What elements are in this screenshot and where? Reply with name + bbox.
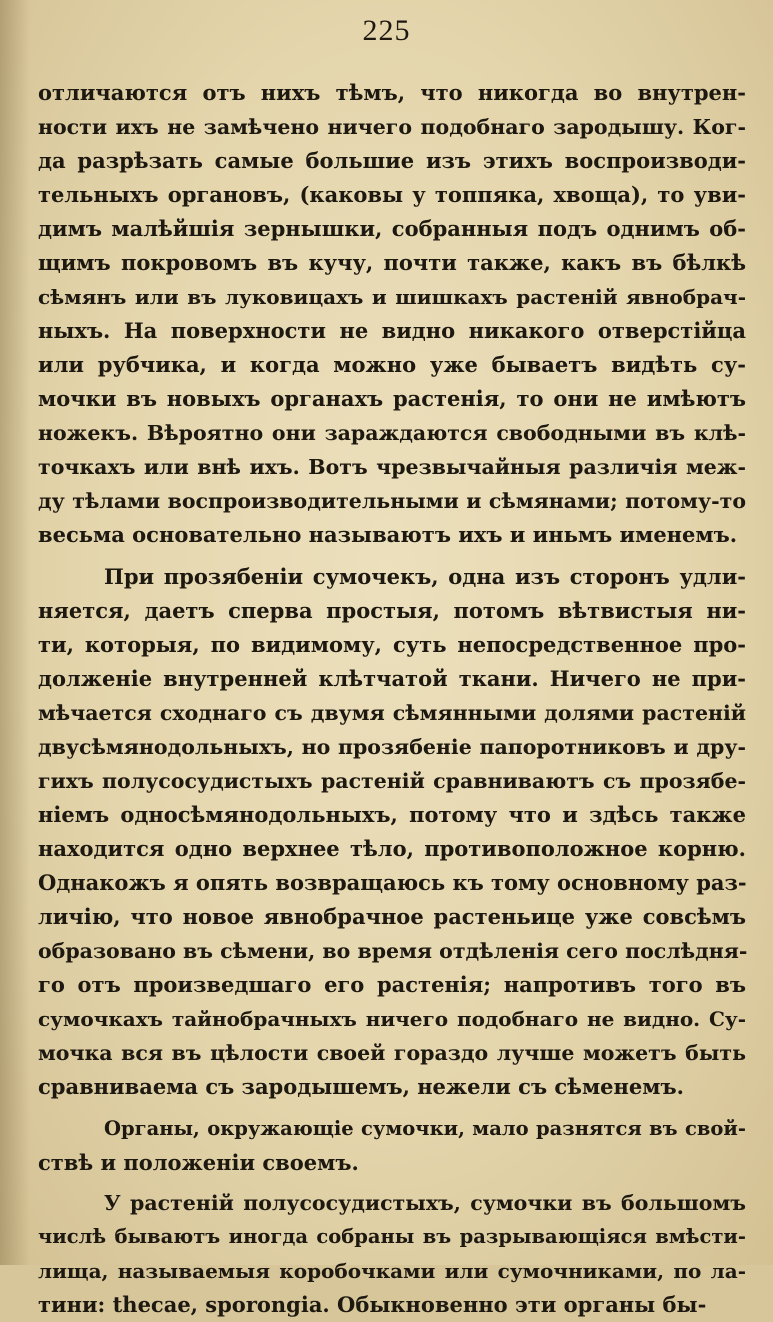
text-line: мочки въ новыхъ органахъ растенія, то они не имѣютъ bbox=[38, 386, 746, 411]
text-line: мѣчается сходнаго съ двумя сѣмянными долями растеній bbox=[38, 701, 746, 725]
text-line: или рубчика, и когда можно уже бываетъ видѣть су- bbox=[38, 352, 746, 377]
body-text bbox=[38, 76, 746, 1322]
text-line: точкахъ или внѣ ихъ. Вотъ чрезвычайныя различія меж- bbox=[38, 455, 746, 479]
text-line: щимъ покровомъ въ кучу, почти также, какъ въ бѣлкѣ bbox=[38, 250, 746, 275]
text-line: няется, даетъ сперва простыя, потомъ вѣтвистыя ни- bbox=[38, 598, 746, 623]
text-line: ду тѣлами воспроизводительными и сѣмянами; потому-то bbox=[38, 489, 746, 513]
text-line: ности ихъ не замѣчено ничего подобнаго зародышу. Ког- bbox=[38, 115, 746, 139]
text-line: димъ малѣйшія зернышки, собранныя подъ однимъ об- bbox=[38, 216, 746, 241]
text-line: При прозябеніи сумочекъ, одна изъ сторонъ удли- bbox=[104, 564, 746, 589]
paragraph bbox=[38, 1186, 746, 1322]
text-line: У растеній полусосудистыхъ, сумочки въ большомъ bbox=[104, 1191, 746, 1215]
text-line: числѣ бываютъ иногда собраны въ разрывающіяся вмѣсти- bbox=[38, 1225, 746, 1248]
text-line: образовано въ сѣмени, во время отдѣленія сего послѣдня- bbox=[38, 939, 748, 963]
text-line: долженіе внутренней клѣтчатой ткани. Ничего не при- bbox=[38, 666, 746, 691]
text-line: ствѣ и положеніи своемъ. bbox=[38, 1150, 359, 1175]
text-line: гихъ полусосудистыхъ растеній сравниваютъ съ прозябе- bbox=[38, 769, 746, 793]
text-line: Органы, окружающіе сумочки, мало разнятся въ свой- bbox=[104, 1117, 746, 1140]
page-number: 225 bbox=[362, 14, 411, 47]
text-line: Однакожъ я опять возвращаюсь къ тому основному раз- bbox=[38, 870, 747, 895]
paragraph bbox=[38, 560, 746, 1104]
text-line: весьма основательно называютъ ихъ и иньмъ именемъ. bbox=[38, 522, 738, 547]
text-line: ніемъ односѣмянодольныхъ, потому что и здѣсь также bbox=[38, 802, 746, 827]
text-line: тельныхъ органовъ, (каковы у топпяка, хвоща), то уви- bbox=[38, 182, 746, 207]
text-line: ти, которыя, по видимому, суть непосредственное про- bbox=[38, 632, 746, 657]
text-line: тини: thecae, sporongia. Обыкновенно эти органы бы- bbox=[38, 1292, 707, 1317]
text-line: го отъ произведшаго его растенія; напротивъ того въ bbox=[38, 972, 746, 997]
text-line: находится одно верхнее тѣло, противоположное корню. bbox=[38, 836, 746, 861]
text-line: отличаются отъ нихъ тѣмъ, что никогда во внутрен- bbox=[38, 80, 746, 105]
paragraph bbox=[38, 1112, 746, 1180]
text-line: сравниваема съ зародышемъ, нежели съ сѣменемъ. bbox=[38, 1074, 684, 1099]
text-line: сумочкахъ тайнобрачныхъ ничего подобнаго не видно. Су- bbox=[38, 1007, 746, 1031]
text-line: лища, называемыя коробочками или сумочниками, по ла- bbox=[38, 1259, 746, 1283]
text-line: двусѣмянодольныхъ, но прозябеніе папоротниковъ и дру- bbox=[38, 735, 746, 759]
text-line: сѣмянъ или въ луковицахъ и шишкахъ растеній явнобрач- bbox=[38, 285, 746, 309]
text-line: ныхъ. На поверхности не видно никакого отверстійца bbox=[38, 318, 746, 343]
text-line: ножекъ. Вѣроятно они зараждаются свободными въ клѣ- bbox=[38, 421, 746, 445]
text-line: мочка вся въ цѣлости своей гораздо лучше можетъ быть bbox=[38, 1041, 746, 1065]
text-line: да разрѣзать самые большие изъ этихъ воспроизводи- bbox=[38, 148, 746, 173]
text-line: личію, что новое явнобрачное растеньице уже совсѣмъ bbox=[38, 904, 746, 929]
paragraph bbox=[38, 76, 746, 552]
